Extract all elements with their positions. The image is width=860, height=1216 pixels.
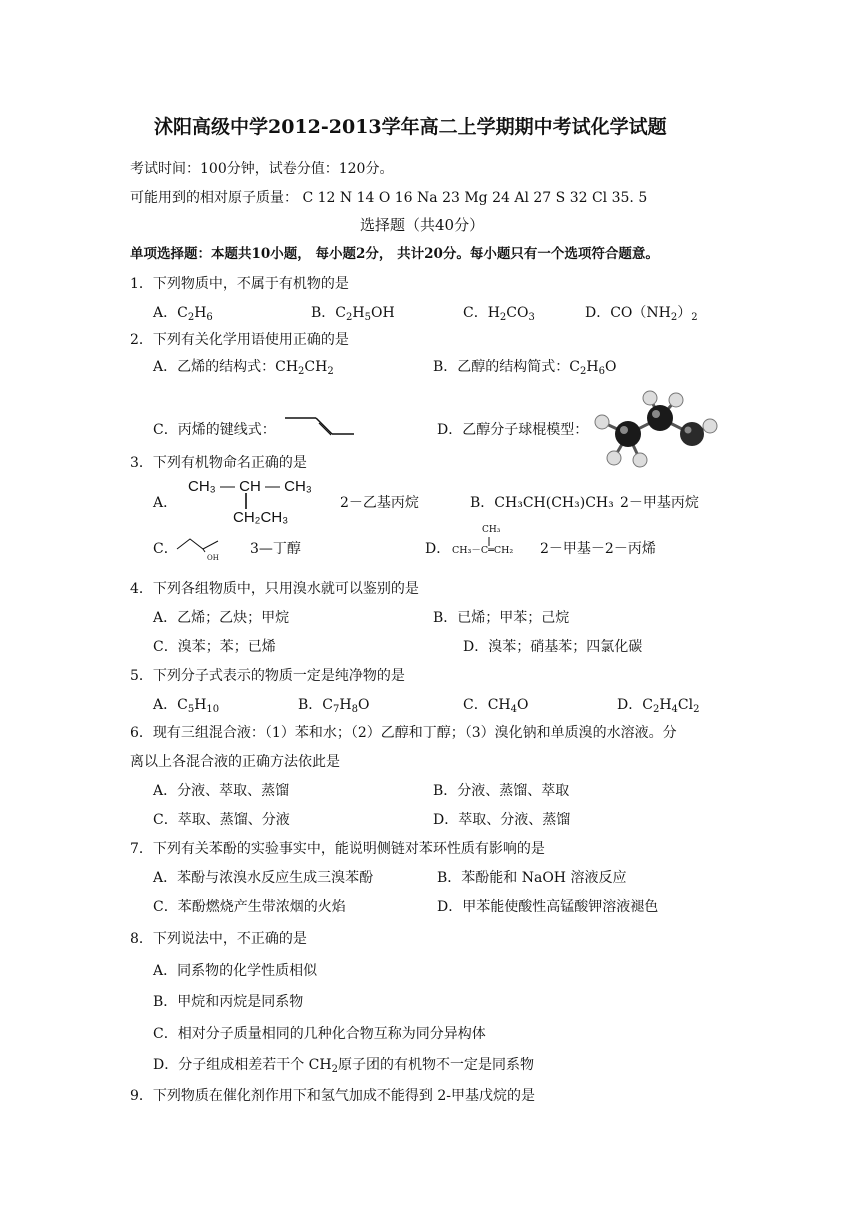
q1-option-d: D．$CO(NH_2)_2$ — [585, 305, 698, 323]
atomic-mass-info: 可能用到的相对原子质量： C 12 N 14 O 16 Na 23 Mg 24 Al 27 S 32 Cl 35. 5 — [130, 190, 648, 206]
question-3-stem: 3．下列有机物命名正确的是 — [130, 455, 307, 471]
q5-option-c: C．$CH_4O$ — [463, 697, 529, 715]
q3-option-a-label: A． — [153, 495, 178, 511]
question-6-stem-line2: 离以上各混合液的正确方法依此是 — [130, 754, 340, 770]
question-8-stem: 8．下列说法中，不正确的是 — [130, 931, 307, 947]
q7-option-b: B．苯酚能和 NaOH 溶液反应 — [437, 870, 627, 886]
q2-option-c: C．丙烯的键线式： — [153, 422, 276, 438]
q3-option-b-name: 2－甲基丙烷 — [620, 495, 699, 511]
question-6-stem-line1: 6．现有三组混合液：（1）苯和水；（2）乙醇和丁醇；（3）溴化钠和单质溴的水溶液。分 — [130, 725, 677, 741]
q3-option-d-label: D． — [425, 541, 451, 557]
q2-option-a: A．乙烯的结构式：$CH_2CH_2$ — [153, 359, 334, 377]
q3-d-methyl: CH₃ — [482, 525, 501, 535]
q3-a-branch-bond — [244, 493, 248, 509]
q3-option-c-label: C． — [153, 541, 178, 557]
ethanol-ball-stick-model — [590, 388, 722, 470]
butanol-skeletal-formula — [176, 535, 224, 553]
q3-option-d-name: 2－甲基－2－丙烯 — [540, 541, 656, 557]
q8-option-c: C．相对分子质量相同的几种化合物互称为同分异构体 — [153, 1026, 486, 1042]
q6-option-d: D．萃取、分液、蒸馏 — [433, 812, 571, 828]
section-instructions: 单项选择题：本题共10小题， 每小题2分， 共计20分。每小题只有一个选项符合题意。 — [130, 246, 659, 262]
question-4-stem: 4．下列各组物质中，只用溴水就可以鉴别的是 — [130, 581, 419, 597]
q2-option-b: B．乙醇的结构简式：$C_2H_6O$ — [433, 359, 617, 377]
q4-option-a: A．乙烯；乙炔；甲烷 — [153, 610, 290, 626]
q6-option-b: B．分液、蒸馏、萃取 — [433, 783, 570, 799]
q3-option-a-name: 2－乙基丙烷 — [340, 495, 419, 511]
question-1-stem: 1．下列物质中，不属于有机物的是 — [130, 276, 349, 292]
q6-option-c: C．萃取、蒸馏、分液 — [153, 812, 290, 828]
q5-option-a: A．$C_5H_{10}$ — [153, 697, 220, 715]
q5-option-b: B．$C_7H_8O$ — [298, 697, 370, 715]
q8-option-b: B．甲烷和丙烷是同系物 — [153, 994, 304, 1010]
q7-option-d: D．甲苯能使酸性高锰酸钾溶液褪色 — [437, 899, 659, 915]
question-2-stem: 2．下列有关化学用语使用正确的是 — [130, 332, 349, 348]
question-9-stem: 9．下列物质在催化剂作用下和氢气加成不能得到 2-甲基戊烷的是 — [130, 1088, 535, 1104]
q3-a-structure-main-chain: CH₃ — CH — CH₃ — [188, 478, 312, 495]
q8-option-d: D．分子组成相差若干个 $CH_2$原子团的有机物不一定是同系物 — [153, 1057, 534, 1075]
q4-option-d: D．溴苯；硝基苯；四氯化碳 — [463, 639, 643, 655]
q4-option-c: C．溴苯；苯；已烯 — [153, 639, 276, 655]
q3-option-b: B．CH₃CH(CH₃)CH₃ — [470, 495, 614, 511]
q3-c-oh-label: OH — [207, 554, 219, 562]
q7-option-a: A．苯酚与浓溴水反应生成三溴苯酚 — [153, 870, 374, 886]
q1-option-b: B．$C_2H_5OH$ — [311, 305, 395, 323]
q8-option-a: A．同系物的化学性质相似 — [153, 963, 318, 979]
q3-d-structure: CH₃－C═CH₂ — [452, 545, 514, 556]
section-title: 选择题（共40分） — [360, 216, 485, 234]
exam-info: 考试时间：100分钟，试卷分值：120分。 — [130, 161, 394, 177]
page-title: 沭阳高级中学2012-2013学年高二上学期期中考试化学试题 — [154, 116, 667, 138]
q3-a-structure-branch: CH₂CH₃ — [233, 509, 289, 526]
q4-option-b: B．已烯；甲苯；己烷 — [433, 610, 570, 626]
q1-option-c: C．$H_2CO_3$ — [463, 305, 535, 323]
q5-option-d: D．$C_2H_4Cl_2$ — [617, 697, 700, 715]
question-7-stem: 7．下列有关苯酚的实验事实中，能说明侧链对苯环性质有影响的是 — [130, 841, 545, 857]
q1-option-a: A．$C_2H_6$ — [153, 305, 213, 323]
q7-option-c: C．苯酚燃烧产生带浓烟的火焰 — [153, 899, 346, 915]
q2-option-d: D．乙醇分子球棍模型： — [437, 422, 589, 438]
question-5-stem: 5．下列分子式表示的物质一定是纯净物的是 — [130, 668, 405, 684]
q3-option-c-name: 3—丁醇 — [250, 541, 301, 557]
q6-option-a: A．分液、萃取、蒸馏 — [153, 783, 290, 799]
propene-skeletal-formula — [284, 414, 356, 438]
